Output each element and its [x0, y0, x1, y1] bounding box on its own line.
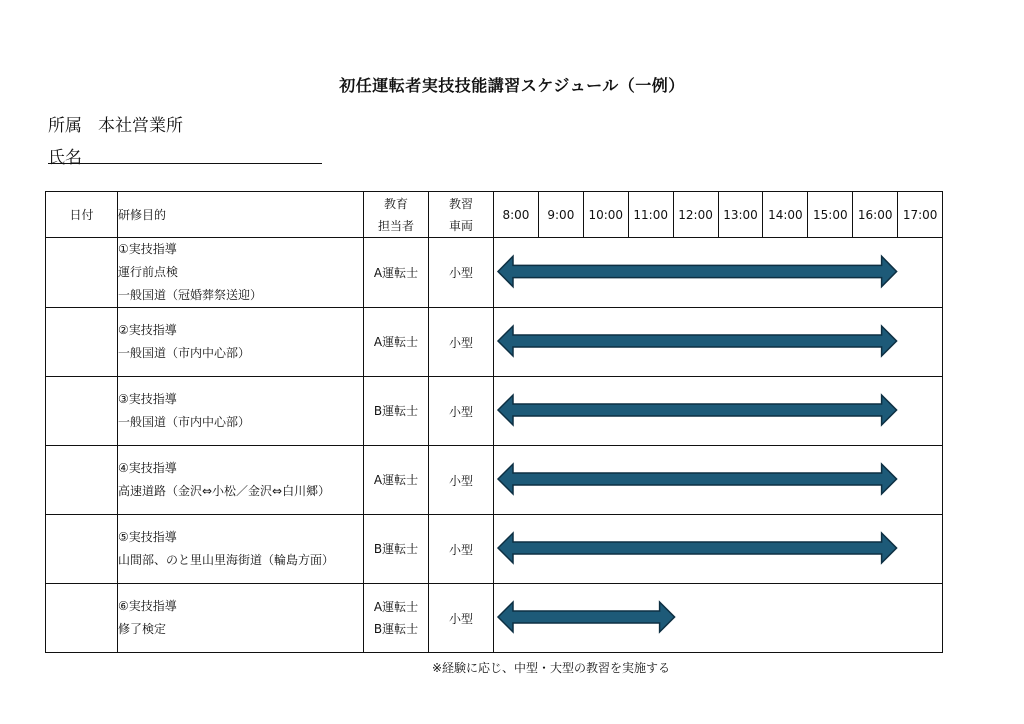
table-row: [46, 515, 943, 584]
time-slot: 14:00: [762, 192, 807, 237]
purpose-line: ③実技指導: [118, 392, 177, 406]
instructor-name: A運転士: [373, 473, 419, 487]
time-slot: 9:00: [538, 192, 583, 237]
header-row: [46, 192, 943, 238]
vehicle-cell: 小型: [429, 515, 494, 584]
schedule-table: [45, 191, 943, 653]
purpose-line: 山間部、のと里山里海街道（輪島方面）: [118, 553, 335, 567]
header-timeline: [494, 192, 943, 238]
schedule-arrow: [498, 395, 897, 425]
purpose-line: 高速道路（金沢⇔小松／金沢⇔白川郷）: [118, 484, 331, 498]
header-vehicle: [429, 192, 494, 238]
date-cell: [46, 515, 118, 584]
purpose-cell: [118, 584, 364, 653]
purpose-cell: [118, 308, 364, 377]
purpose-line: 一般国道（冠婚葬祭送迎）: [118, 288, 263, 302]
timeline-svg: [494, 308, 942, 376]
timeline-svg: [494, 446, 942, 514]
schedule-body: [46, 238, 943, 653]
header-instructor-line1: 教育: [383, 196, 408, 211]
instructor-cell: [364, 584, 429, 653]
purpose-cell: [118, 515, 364, 584]
instructor-cell: [364, 377, 429, 446]
date-cell: [46, 584, 118, 653]
instructor-name: A運転士: [373, 265, 419, 280]
vehicle-cell: 小型: [429, 238, 494, 308]
instructor-name: A運転士: [373, 600, 419, 614]
purpose-line: ①実技指導: [118, 242, 177, 256]
header-purpose: 研修目的: [118, 192, 364, 238]
instructor-cell: [364, 308, 429, 377]
affiliation-value: 本社営業所: [98, 116, 183, 136]
table-row: [46, 308, 943, 377]
vehicle-cell: 小型: [429, 446, 494, 515]
time-slot: 17:00: [897, 192, 942, 237]
purpose-cell: [118, 377, 364, 446]
purpose-line: 修了検定: [118, 622, 167, 636]
timeline-cell: [494, 584, 943, 653]
timeline-cell: [494, 446, 943, 515]
timeline-cell: [494, 238, 943, 308]
time-slot: 10:00: [583, 192, 628, 237]
instructor-cell: [364, 515, 429, 584]
time-slot: 11:00: [628, 192, 673, 237]
timeline-svg: [494, 238, 942, 307]
name-field: [48, 143, 322, 168]
schedule-arrow: [498, 256, 897, 286]
vehicle-cell: 小型: [429, 377, 494, 446]
date-cell: [46, 308, 118, 377]
timeline-svg: [494, 515, 942, 583]
timeline-svg: [494, 584, 942, 652]
purpose-line: ②実技指導: [118, 323, 177, 337]
purpose-line: 一般国道（市内中心部）: [118, 415, 251, 429]
time-slot: 12:00: [673, 192, 718, 237]
header-date: 日付: [46, 192, 118, 238]
table-row: [46, 584, 943, 653]
time-slot: 16:00: [852, 192, 897, 237]
timeline-cell: [494, 308, 943, 377]
header-instructor: [364, 192, 429, 238]
purpose-cell: [118, 238, 364, 308]
time-slot: 13:00: [718, 192, 763, 237]
page-title: 初任運転者実技技能講習スケジュール（一例）: [339, 76, 685, 95]
purpose-line: ⑥実技指導: [118, 599, 177, 613]
instructor-name: A運転士: [373, 335, 419, 349]
schedule-arrow: [498, 326, 897, 356]
timeline-cell: [494, 377, 943, 446]
affiliation-line: [48, 111, 183, 136]
purpose-cell: [118, 446, 364, 515]
schedule-arrow: [498, 602, 675, 632]
purpose-line: 運行前点検: [118, 265, 179, 279]
table-row: [46, 238, 943, 308]
timeline-cell: [494, 515, 943, 584]
date-cell: [46, 446, 118, 515]
vehicle-cell: 小型: [429, 584, 494, 653]
table-row: [46, 377, 943, 446]
purpose-line: ⑤実技指導: [118, 530, 177, 544]
instructor-name: B運転士: [373, 404, 419, 418]
instructor-cell: [364, 446, 429, 515]
header-instructor-line2: 担当者: [377, 218, 414, 233]
instructor-name: B運転士: [373, 622, 419, 636]
purpose-line: 一般国道（市内中心部）: [118, 346, 251, 360]
name-label: 氏名: [48, 148, 82, 168]
instructor-cell: [364, 238, 429, 308]
schedule-arrow: [498, 464, 897, 494]
schedule-arrow: [498, 533, 897, 563]
time-slot: 15:00: [807, 192, 852, 237]
header-vehicle-line1: 教習: [448, 196, 473, 211]
date-cell: [46, 238, 118, 308]
footnote: ※経験に応じ、中型・大型の教習を実施する: [432, 661, 671, 675]
timeline-svg: [494, 377, 942, 445]
affiliation-label: 所属: [48, 116, 82, 136]
header-vehicle-line2: 車両: [448, 218, 473, 233]
date-cell: [46, 377, 118, 446]
table-row: [46, 446, 943, 515]
purpose-line: ④実技指導: [118, 461, 177, 475]
time-header: [494, 192, 942, 237]
time-slot: 8:00: [502, 207, 530, 222]
instructor-name: B運転士: [373, 542, 419, 556]
vehicle-cell: 小型: [429, 308, 494, 377]
